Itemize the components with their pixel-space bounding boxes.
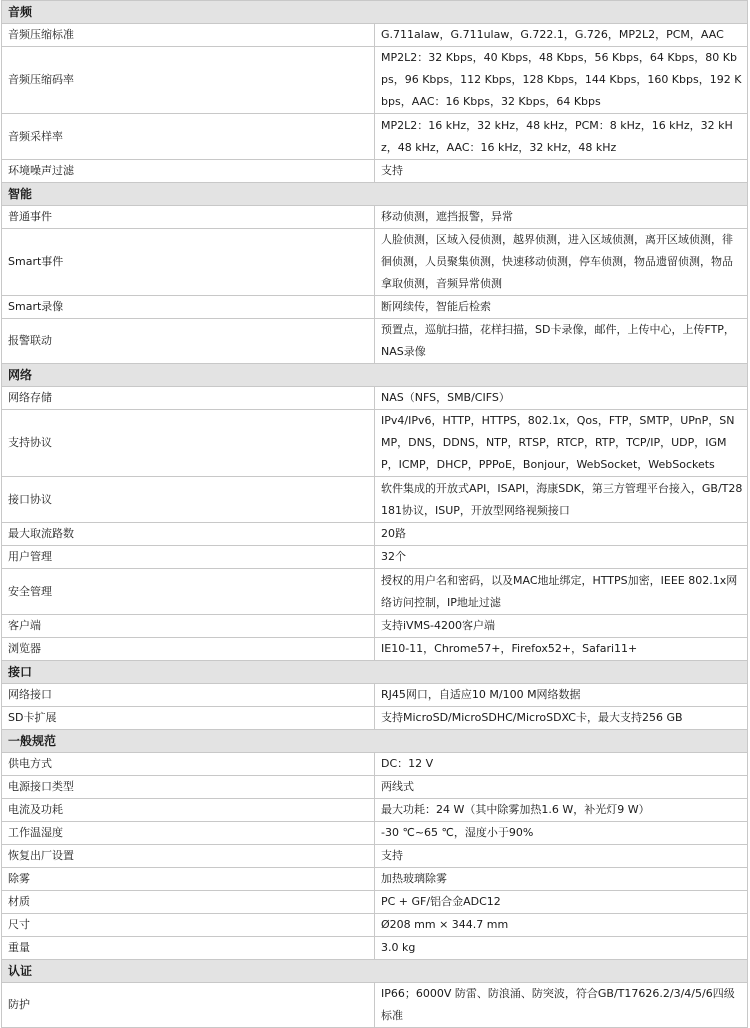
table-row (2, 410, 748, 477)
section-header-interface (2, 661, 748, 684)
spec-key: 防护 (2, 983, 375, 1028)
table-row (2, 891, 748, 914)
spec-value: RJ45网口，自适应10 M/100 M网络数据 (375, 684, 748, 707)
spec-value: 预置点，巡航扫描，花样扫描，SD卡录像，邮件，上传中心，上传FTP，NAS录像 (375, 319, 748, 364)
spec-value: IPv4/IPv6，HTTP，HTTPS，802.1x，Qos，FTP，SMTP，UPnP，SNMP，DNS，DDNS，NTP，RTSP，RTCP，RTP，TCP/IP，UDP，IGMP，ICMP，DHCP，PPPoE，Bonjour，WebSocket，WebSockets (375, 410, 748, 477)
table-row (2, 160, 748, 183)
table-row (2, 937, 748, 960)
table-row (2, 546, 748, 569)
table-row (2, 776, 748, 799)
spec-value: 人脸侦测，区域入侵侦测，越界侦测，进入区域侦测，离开区域侦测，徘徊侦测，人员聚集侦测，快速移动侦测，停车侦测，物品遗留侦测，物品拿取侦测，音频异常侦测 (375, 229, 748, 296)
table-row (2, 845, 748, 868)
table-row (2, 822, 748, 845)
spec-value: IP66；6000V 防雷、防浪涌、防突波，符合GB/T17626.2/3/4/5/6四级标准 (375, 983, 748, 1028)
spec-key: 音频压缩码率 (2, 47, 375, 114)
table-row (2, 47, 748, 114)
spec-key: Smart录像 (2, 296, 375, 319)
spec-key: 重量 (2, 937, 375, 960)
spec-value: MP2L2：16 kHz，32 kHz，48 kHz，PCM：8 kHz，16 kHz，32 kHz，48 kHz，AAC：16 kHz，32 kHz，48 kHz (375, 114, 748, 160)
spec-value: 支持 (375, 160, 748, 183)
section-title: 一般规范 (2, 730, 748, 753)
spec-key: 接口协议 (2, 477, 375, 523)
spec-value: 移动侦测，遮挡报警，异常 (375, 206, 748, 229)
spec-value: 3.0 kg (375, 937, 748, 960)
table-row (2, 868, 748, 891)
table-row (2, 523, 748, 546)
spec-key: 报警联动 (2, 319, 375, 364)
section-header-general (2, 730, 748, 753)
spec-key: 材质 (2, 891, 375, 914)
table-row (2, 684, 748, 707)
table-row (2, 569, 748, 615)
spec-value: NAS（NFS，SMB/CIFS） (375, 387, 748, 410)
table-row (2, 387, 748, 410)
spec-key: 除雾 (2, 868, 375, 891)
spec-key: 用户管理 (2, 546, 375, 569)
spec-key: 恢复出厂设置 (2, 845, 375, 868)
spec-value: PC + GF/铝合金ADC12 (375, 891, 748, 914)
table-row (2, 229, 748, 296)
spec-value: IE10-11，Chrome57+，Firefox52+，Safari11+ (375, 638, 748, 661)
spec-value: 两线式 (375, 776, 748, 799)
section-header-smart (2, 183, 748, 206)
spec-value: 32个 (375, 546, 748, 569)
table-row (2, 638, 748, 661)
section-header-audio (2, 1, 748, 24)
spec-value: DC：12 V (375, 753, 748, 776)
section-header-certification (2, 960, 748, 983)
spec-value: -30 ℃~65 ℃，湿度小于90% (375, 822, 748, 845)
table-row (2, 753, 748, 776)
table-row (2, 477, 748, 523)
section-title: 网络 (2, 364, 748, 387)
spec-key: 电流及功耗 (2, 799, 375, 822)
table-row (2, 707, 748, 730)
table-row (2, 114, 748, 160)
spec-key: 最大取流路数 (2, 523, 375, 546)
spec-table (1, 0, 748, 1028)
spec-key: 工作温湿度 (2, 822, 375, 845)
spec-key: 普通事件 (2, 206, 375, 229)
spec-key: 音频采样率 (2, 114, 375, 160)
spec-key: 音频压缩标准 (2, 24, 375, 47)
spec-key: 网络存储 (2, 387, 375, 410)
spec-key: 浏览器 (2, 638, 375, 661)
spec-key: 电源接口类型 (2, 776, 375, 799)
section-header-network (2, 364, 748, 387)
section-title: 智能 (2, 183, 748, 206)
table-row (2, 319, 748, 364)
spec-value: 最大功耗：24 W（其中除雾加热1.6 W，补光灯9 W） (375, 799, 748, 822)
section-title: 接口 (2, 661, 748, 684)
table-row (2, 24, 748, 47)
spec-key: 支持协议 (2, 410, 375, 477)
spec-value: MP2L2：32 Kbps，40 Kbps，48 Kbps，56 Kbps，64 Kbps，80 Kbps，96 Kbps，112 Kbps，128 Kbps，144 Kbps，160 Kbps，192 Kbps，AAC：16 Kbps，32 Kbps，64 Kbps (375, 47, 748, 114)
table-row (2, 206, 748, 229)
spec-value: 授权的用户名和密码，以及MAC地址绑定，HTTPS加密，IEEE 802.1x网络访问控制，IP地址过滤 (375, 569, 748, 615)
spec-key: 尺寸 (2, 914, 375, 937)
spec-value: 支持iVMS-4200客户端 (375, 615, 748, 638)
spec-key: 安全管理 (2, 569, 375, 615)
spec-key: 环境噪声过滤 (2, 160, 375, 183)
spec-key: SD卡扩展 (2, 707, 375, 730)
section-title: 音频 (2, 1, 748, 24)
table-row (2, 914, 748, 937)
spec-value: 断网续传，智能后检索 (375, 296, 748, 319)
spec-key: 客户端 (2, 615, 375, 638)
spec-value: 支持 (375, 845, 748, 868)
spec-value: 支持MicroSD/MicroSDHC/MicroSDXC卡，最大支持256 GB (375, 707, 748, 730)
table-row (2, 799, 748, 822)
section-title: 认证 (2, 960, 748, 983)
table-row (2, 296, 748, 319)
spec-key: 网络接口 (2, 684, 375, 707)
table-row (2, 983, 748, 1028)
spec-value: G.711alaw，G.711ulaw，G.722.1，G.726，MP2L2，PCM，AAC (375, 24, 748, 47)
spec-value: 软件集成的开放式API，ISAPI，海康SDK，第三方管理平台接入，GB/T28181协议，ISUP，开放型网络视频接口 (375, 477, 748, 523)
table-row (2, 615, 748, 638)
spec-value: 加热玻璃除雾 (375, 868, 748, 891)
spec-key: 供电方式 (2, 753, 375, 776)
spec-key: Smart事件 (2, 229, 375, 296)
spec-value: Ø208 mm × 344.7 mm (375, 914, 748, 937)
spec-value: 20路 (375, 523, 748, 546)
